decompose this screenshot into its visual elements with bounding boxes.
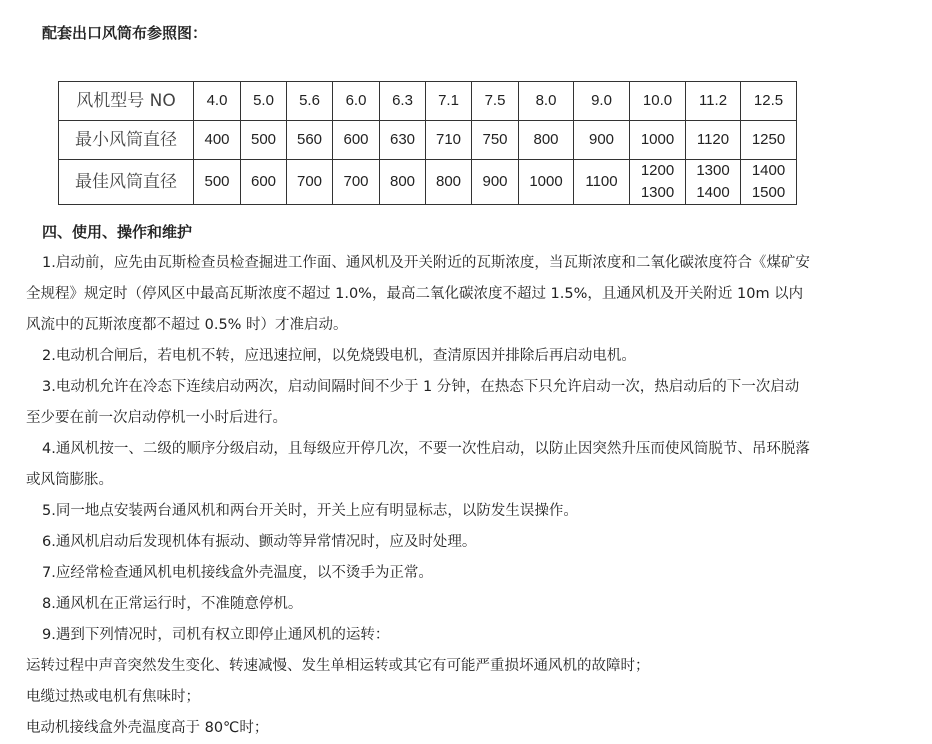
- table-cell: 500: [194, 160, 241, 205]
- cell-line: 1300: [640, 184, 675, 201]
- paragraph-line: 6.通风机启动后发现机体有振动、颤动等异常情况时，应及时处理。: [42, 534, 477, 550]
- paragraph-line: 电动机接线盒外壳温度高于 80℃时；: [26, 720, 269, 736]
- table-cell: 11.2: [686, 82, 741, 121]
- paragraph-line: 8.通风机在正常运行时，不准随意停机。: [42, 596, 303, 612]
- section-heading-operation: 四、使用、操作和维护: [42, 223, 193, 241]
- table-cell: 1000: [630, 121, 686, 160]
- table-cell: 630: [380, 121, 426, 160]
- table-cell: 1250: [741, 121, 797, 160]
- table-cell: 800: [426, 160, 472, 205]
- table-cell: 8.0: [519, 82, 574, 121]
- row-label: 最佳风筒直径: [59, 160, 194, 205]
- table-row-models: [59, 82, 797, 121]
- section-heading-config: 配套出口风筒布参照图：: [42, 24, 208, 42]
- table-cell: 5.6: [287, 82, 333, 121]
- table-cell: 9.0: [574, 82, 630, 121]
- paragraph-line: 运转过程中声音突然发生变化、转速减慢、发生单相运转或其它有可能严重损坏通风机的故障时；: [26, 658, 650, 674]
- table-row-best-diameter: [59, 160, 797, 205]
- paragraph-line: 2.电动机合闸后，若电机不转，应迅速拉闸，以免烧毁电机，查清原因并排除后再启动电机。: [42, 348, 636, 364]
- table-cell: 7.5: [472, 82, 519, 121]
- cell-line: 1300: [696, 162, 730, 179]
- cell-line: 1400: [751, 162, 786, 179]
- table-cell: 800: [380, 160, 426, 205]
- cell-line: 1200: [640, 162, 675, 179]
- table-cell: 700: [287, 160, 333, 205]
- table-cell: 1000: [519, 160, 574, 205]
- table-cell: 10.0: [630, 82, 686, 121]
- cell-line: 1400: [696, 184, 730, 201]
- paragraph-line: 全规程》规定时（停风区中最高瓦斯浓度不超过 1.0%，最高二氧化碳浓度不超过 1.5%，且通风机及开关附近 10m 以内: [26, 286, 804, 302]
- table-cell: 710: [426, 121, 472, 160]
- table-cell: 1100: [574, 160, 630, 205]
- paragraph-line: 7.应经常检查通风机电机接线盒外壳温度，以不烫手为正常。: [42, 565, 433, 581]
- paragraph-line: 电缆过热或电机有焦味时；: [26, 689, 200, 705]
- paragraph-line: 1.启动前，应先由瓦斯检查员检查掘进工作面、通风机及开关附近的瓦斯浓度，当瓦斯浓度和二氧化碳浓度符合《煤矿安: [42, 255, 810, 271]
- table-cell: 400: [194, 121, 241, 160]
- paragraph-line: 5.同一地点安装两台通风机和两台开关时，开关上应有明显标志，以防发生误操作。: [42, 503, 578, 519]
- paragraph-line: 3.电动机允许在冷态下连续启动两次，启动间隔时间不少于 1 分钟，在热态下只允许启动一次，热启动后的下一次启动: [42, 379, 800, 395]
- table-cell: [630, 160, 686, 205]
- fan-duct-table: [58, 81, 797, 205]
- table-cell: 500: [241, 121, 287, 160]
- table-cell: 600: [333, 121, 380, 160]
- row-label: 最小风筒直径: [59, 121, 194, 160]
- table-cell: 5.0: [241, 82, 287, 121]
- table-cell: 12.5: [741, 82, 797, 121]
- table-cell: 800: [519, 121, 574, 160]
- table-cell: 1120: [686, 121, 741, 160]
- table-cell: 600: [241, 160, 287, 205]
- paragraph-line: 9.遇到下列情况时，司机有权立即停止通风机的运转：: [42, 627, 390, 643]
- table-cell: 900: [472, 160, 519, 205]
- paragraph-line: 至少要在前一次启动停机一小时后进行。: [26, 410, 287, 426]
- cell-line: 1500: [751, 184, 786, 201]
- paragraph-line: 4.通风机按一、二级的顺序分级启动，且每级应开停几次，不要一次性启动，以防止因突然升压而使风筒脱节、吊环脱落: [42, 441, 810, 457]
- table-cell: [741, 160, 797, 205]
- table-cell: 700: [333, 160, 380, 205]
- paragraph-line: 风流中的瓦斯浓度都不超过 0.5% 时）才准启动。: [26, 317, 348, 333]
- table-cell: 6.3: [380, 82, 426, 121]
- table-cell: 560: [287, 121, 333, 160]
- table-cell: 4.0: [194, 82, 241, 121]
- table-cell: 900: [574, 121, 630, 160]
- row-label: 风机型号 NO: [59, 82, 194, 121]
- table-cell: 6.0: [333, 82, 380, 121]
- table-cell: 7.1: [426, 82, 472, 121]
- table-row-min-diameter: [59, 121, 797, 160]
- paragraph-line: 或风筒膨胀。: [26, 472, 113, 488]
- table-cell: [686, 160, 741, 205]
- table-cell: 750: [472, 121, 519, 160]
